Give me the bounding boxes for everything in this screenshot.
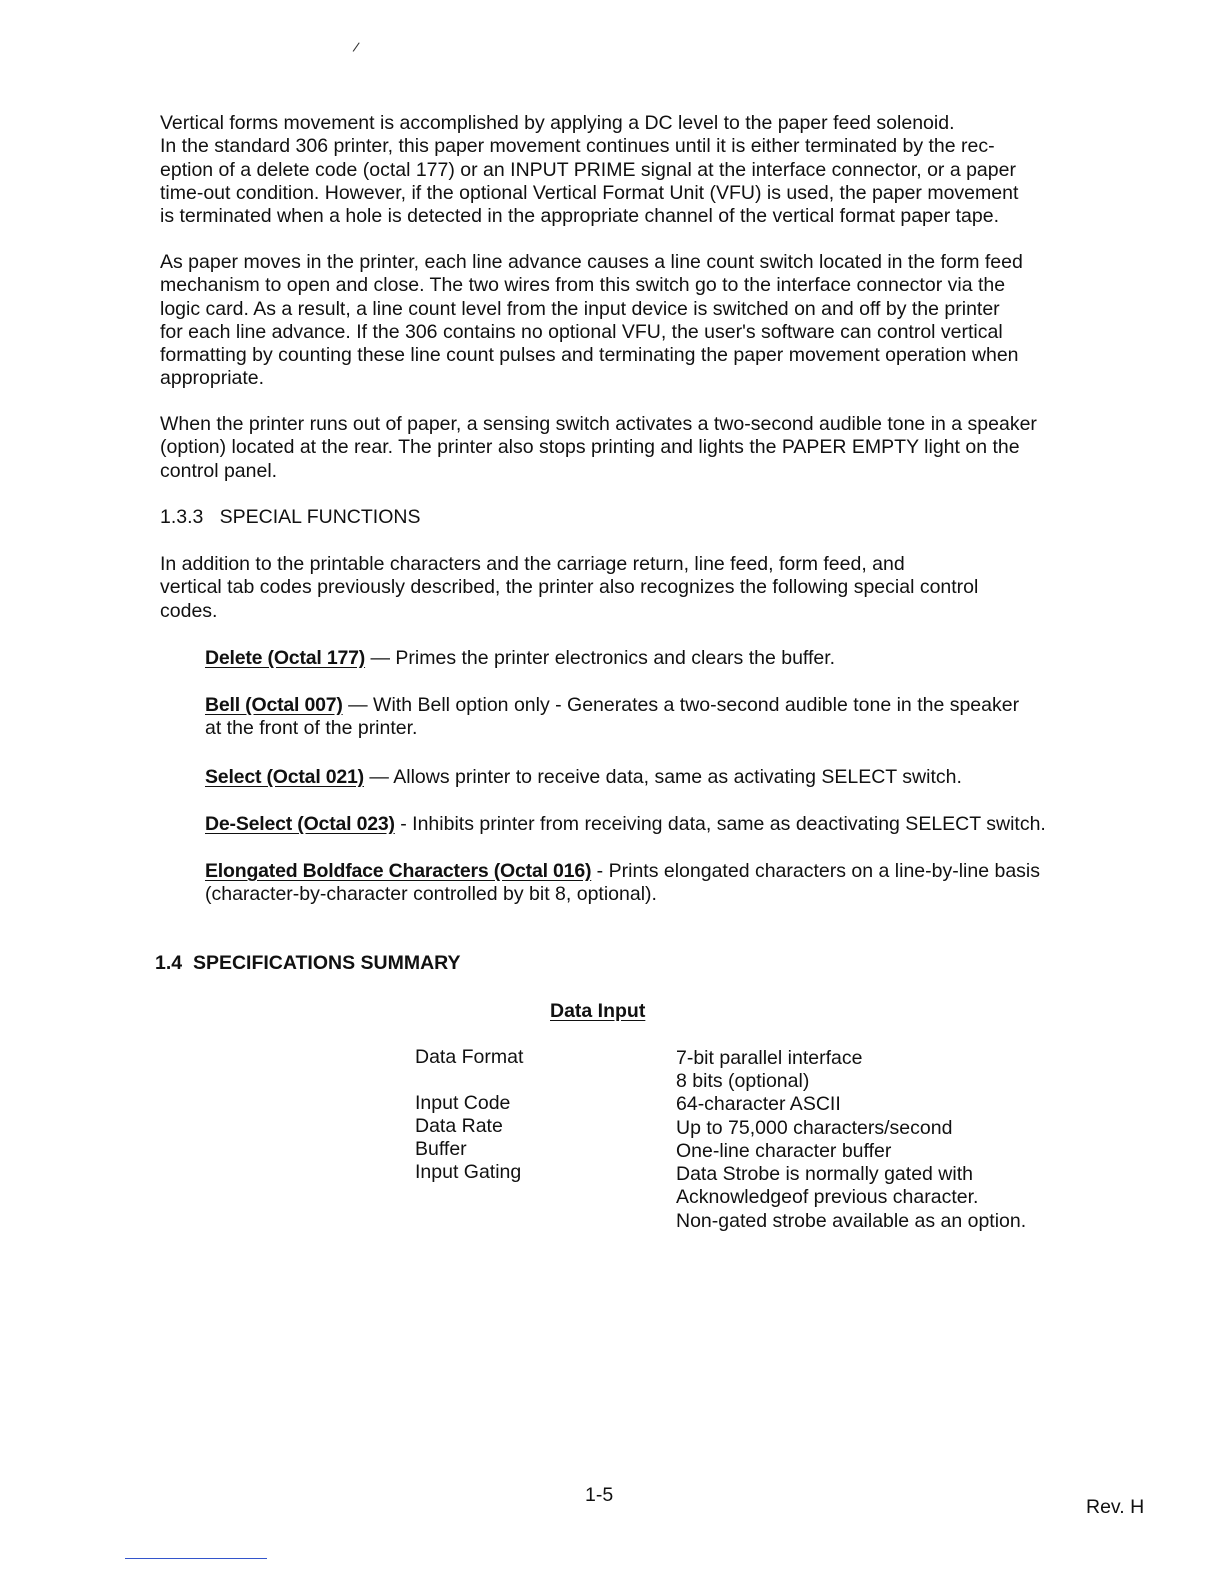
code-term: Delete (Octal 177)	[205, 647, 366, 669]
code-separator: —	[342, 694, 374, 716]
section-heading-special-functions	[160, 506, 420, 529]
spec-label-input-code: Input Code	[415, 1092, 511, 1114]
code-term: Elongated Boldface Characters (Octal 016)	[205, 860, 592, 882]
paragraph-vertical-forms: Vertical forms movement is accomplished by applying a DC level to the paper feed solenoid. In the standard 306 printer, this paper movement continues until it is either terminated by the rec- eption of a delete code (octal 177) or an INPUT PRIME signal at the interface connector, or a paper time-out condition. However, if the optional Vertical Format Unit (VFU) is used, the paper movement is terminated when a hole is detected in the appropriate channel of the vertical format paper tape.	[160, 112, 1019, 228]
data-input-heading: Data Input	[550, 1000, 646, 1022]
code-description: With Bell option only - Generates a two-second audible tone in the speaker at the front of the printer.	[205, 694, 1020, 740]
code-description: Inhibits printer from receiving data, same as deactivating SELECT switch.	[412, 813, 1046, 835]
spec-label-data-rate: Data Rate	[415, 1115, 503, 1137]
code-term: Bell (Octal 007)	[205, 694, 343, 716]
spec-value-buffer: One-line character buffer	[676, 1140, 892, 1162]
section-title: SPECIFICATIONS SUMMARY	[192, 952, 461, 974]
spec-label-input-gating: Input Gating	[415, 1161, 522, 1183]
section-number: 1.3.3	[160, 506, 204, 528]
code-item-deselect	[205, 813, 1125, 836]
spec-value-input-gating: Data Strobe is normally gated with Acknowledgeof previous character. Non-gated strobe available as an option.	[676, 1163, 1027, 1232]
spec-value-data-rate: Up to 75,000 characters/second	[676, 1117, 953, 1139]
paragraph-line-count: As paper moves in the printer, each line advance causes a line count switch located in the form feed mechanism to open and close. The two wires from this switch go to the interface connector via the logic card. As a result, a line count level from the input device is switched on and off by the printer for each line advance. If the 306 contains no optional VFU, the user's software can control vertical formatting by counting these line count pulses and terminating the paper movement operation when appropriate.	[160, 251, 1023, 390]
code-item-elongated	[205, 860, 1125, 907]
paragraph-paper-empty: When the printer runs out of paper, a sensing switch activates a two-second audible tone in a speaker (option) located at the rear. The printer also stops printing and lights the PAPER EMPTY light on the control panel.	[160, 413, 1037, 482]
code-item-bell	[205, 694, 1125, 741]
revision-label: Rev. H	[1086, 1496, 1145, 1518]
footer-rule	[125, 1558, 267, 1559]
spec-value-data-format: 7-bit parallel interface 8 bits (optional)	[676, 1047, 863, 1093]
code-description: Primes the printer electronics and clears the buffer.	[395, 647, 836, 669]
code-separator: -	[394, 813, 413, 835]
code-term: De-Select (Octal 023)	[205, 813, 395, 835]
paragraph-special-intro: In addition to the printable characters and the carriage return, line feed, form feed, and vertical tab codes previously described, the printer also recognizes the following special control codes.	[160, 553, 979, 622]
code-description: Allows printer to receive data, same as activating SELECT switch.	[393, 766, 962, 788]
spec-label-buffer: Buffer	[415, 1138, 467, 1160]
section-heading-specifications	[155, 952, 461, 975]
code-separator: -	[591, 860, 609, 882]
code-item-delete	[205, 647, 1125, 670]
section-title: SPECIAL FUNCTIONS	[219, 506, 421, 528]
code-separator: —	[363, 766, 394, 788]
spec-value-input-code: 64-character ASCII	[676, 1093, 841, 1115]
section-number: 1.4	[155, 952, 183, 974]
code-item-select	[205, 766, 1125, 789]
code-description: Prints elongated characters on a line-by-line basis (character-by-character controlled by bit 8, optional).	[205, 860, 1041, 906]
code-separator: —	[365, 647, 396, 669]
page-number: 1-5	[585, 1484, 614, 1506]
pen-mark: /	[351, 38, 361, 56]
code-term: Select (Octal 021)	[205, 766, 364, 788]
spec-label-data-format: Data Format	[415, 1046, 524, 1068]
